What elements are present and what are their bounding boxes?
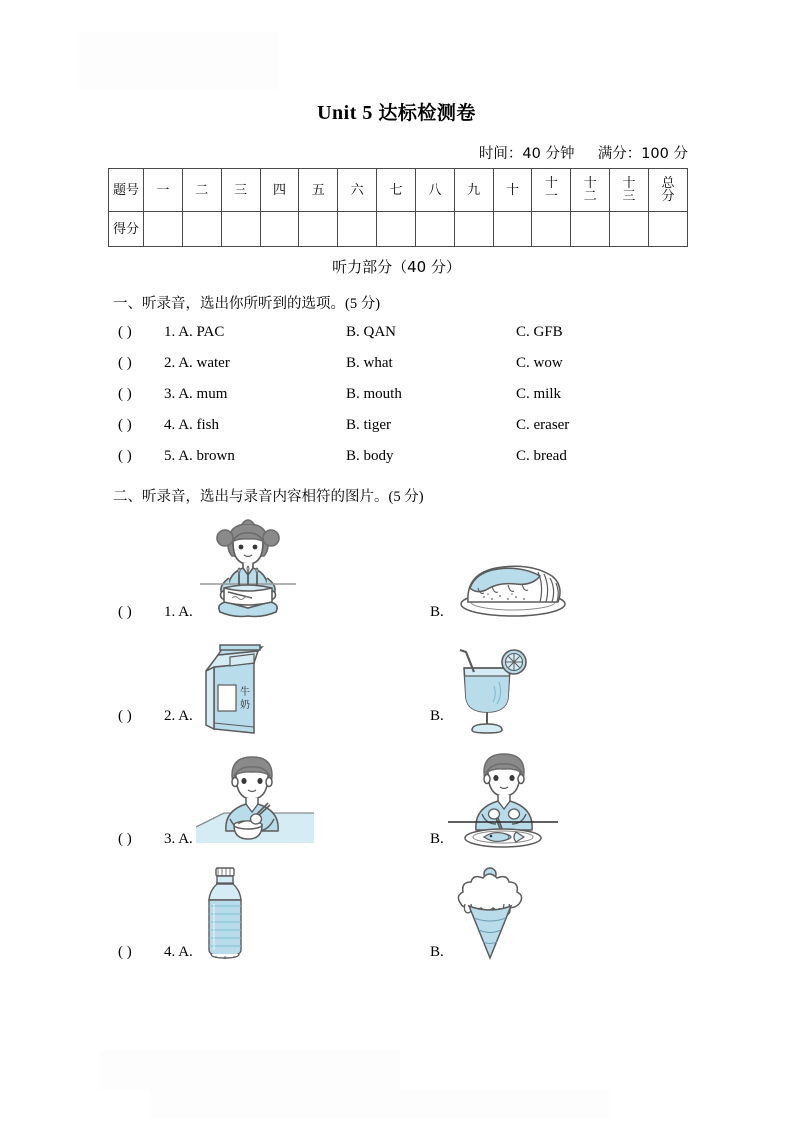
score-table-score-cell[interactable] [299, 212, 338, 247]
picture-question-3-label[interactable] [118, 831, 193, 848]
score-table-score-cell[interactable] [610, 212, 649, 247]
score-table-header-cell [571, 169, 610, 212]
score-table-header-top: 总 [661, 176, 675, 191]
score-table-header-top: 一 [156, 182, 170, 198]
page-title-cn: 达标检测卷 [378, 102, 476, 124]
question-one-heading-cn: 一、听录音，选出你所听到的选项。 [113, 296, 345, 312]
juice-glass-icon [444, 646, 530, 736]
score-table-score-cell[interactable] [532, 212, 571, 247]
table-row-question-numbers [109, 169, 688, 212]
question-one-points: (5 分) [345, 296, 381, 312]
list-item[interactable] [118, 417, 718, 434]
score-table-header-cell [454, 169, 493, 212]
question-one-heading [113, 292, 380, 313]
answer-bracket[interactable]: ( ) [118, 417, 132, 433]
answer-bracket[interactable]: ( ) [118, 324, 132, 340]
score-table-header-top: 三 [234, 182, 248, 198]
answer-bracket[interactable]: ( ) [118, 944, 132, 960]
score-table-header-top: 十 [544, 176, 558, 191]
choice-c[interactable]: C. eraser [516, 417, 570, 433]
answer-bracket[interactable]: ( ) [118, 708, 132, 724]
score-table-header-top: 八 [428, 182, 442, 198]
choice-a[interactable]: 5. A. brown [164, 448, 235, 464]
score-table-score-cell[interactable] [493, 212, 532, 247]
choice-c[interactable]: C. bread [516, 448, 567, 464]
score-table-score-cell[interactable] [338, 212, 377, 247]
score-table-score-cell[interactable] [648, 212, 687, 247]
picture-question-4-label[interactable] [118, 944, 193, 961]
full-score-label: 满分：100 分 [597, 146, 688, 162]
score-table-header-cell [260, 169, 299, 212]
ice-cream-cone-icon [447, 866, 533, 962]
score-table-score-cell[interactable] [454, 212, 493, 247]
score-table-score-cell[interactable] [415, 212, 454, 247]
list-item[interactable] [118, 448, 718, 465]
option-a-label[interactable]: A. [178, 604, 193, 620]
score-table-header-bottom: 二 [583, 189, 597, 204]
score-table-score-cell[interactable] [571, 212, 610, 247]
score-table-header-cell [299, 169, 338, 212]
picture-question-2-label[interactable] [118, 708, 193, 725]
answer-bracket[interactable]: ( ) [118, 386, 132, 402]
score-table-score-cell[interactable] [221, 212, 260, 247]
answer-bracket[interactable]: ( ) [118, 604, 132, 620]
choice-b[interactable]: B. QAN [346, 324, 397, 340]
score-table-header-cell [221, 169, 260, 212]
option-b-label[interactable]: B. [430, 604, 444, 620]
score-table-header-top: 十 [506, 182, 520, 198]
item-number: 1. [164, 604, 176, 620]
row-label-question-text: 题号 [112, 182, 139, 198]
choice-c[interactable]: C. GFB [516, 324, 563, 340]
score-table-row-label-question [109, 169, 144, 212]
question-two-points: (5 分) [388, 489, 424, 505]
answer-bracket[interactable]: ( ) [118, 831, 132, 847]
score-table [108, 168, 688, 247]
score-table-header-cell [377, 169, 416, 212]
milk-carton-icon [196, 645, 272, 737]
score-table-header-cell [182, 169, 221, 212]
score-table-header-cell [415, 169, 454, 212]
choice-b[interactable]: B. mouth [346, 386, 402, 402]
score-table-header-top: 九 [467, 182, 481, 198]
list-item[interactable] [118, 324, 718, 341]
score-table-header-bottom: 分 [661, 189, 675, 204]
item-number: 4. [164, 944, 176, 960]
option-a-label[interactable]: A. [178, 944, 193, 960]
score-table-score-cell[interactable] [377, 212, 416, 247]
question-two-heading [113, 485, 424, 506]
page-title [0, 98, 793, 125]
listening-section-banner: 听力部分（40 分） [332, 258, 461, 276]
score-table-header-bottom: 一 [544, 189, 558, 204]
scan-artifact-top [78, 32, 278, 90]
score-table-header-top: 五 [311, 182, 325, 198]
option-b-label[interactable]: B. [430, 708, 444, 724]
choice-b[interactable]: B. what [346, 355, 393, 371]
score-table-header-top: 七 [389, 182, 403, 198]
scan-artifact-bottom [150, 1090, 610, 1118]
item-number: 2. [164, 708, 176, 724]
choice-a[interactable]: 1. A. PAC [164, 324, 225, 340]
score-table-header-cell [493, 169, 532, 212]
question-two-heading-cn: 二、听录音，选出与录音内容相符的图片。 [113, 489, 389, 505]
picture-question-1-option-b-label[interactable] [430, 604, 444, 621]
score-table-header-bottom: 三 [622, 189, 636, 204]
picture-question-2-option-b-label[interactable] [430, 708, 444, 725]
score-table-header-cell [648, 169, 687, 212]
score-table-header-cell [338, 169, 377, 212]
bread-on-plate-icon [452, 552, 574, 622]
list-item[interactable] [118, 355, 718, 372]
girl-cutting-cake-icon [192, 512, 304, 624]
table-row-scores [109, 212, 688, 247]
water-bottle-icon [198, 866, 252, 960]
milk-carton-label-line1: 牛 [240, 687, 250, 698]
score-table-header-top: 四 [272, 182, 286, 198]
answer-bracket[interactable]: ( ) [118, 355, 132, 371]
milk-carton-label-line2: 奶 [240, 700, 250, 711]
option-b-label[interactable]: B. [430, 944, 444, 960]
score-table-header-top: 六 [350, 182, 364, 198]
boy-eating-fish-icon [444, 750, 562, 850]
score-table-header-cell [532, 169, 571, 212]
choice-b[interactable]: B. body [346, 448, 394, 464]
choice-a[interactable]: 4. A. fish [164, 417, 220, 433]
score-table-score-cell[interactable] [144, 212, 183, 247]
choice-a[interactable]: 3. A. mum [164, 386, 228, 402]
option-a-label[interactable]: A. [178, 831, 193, 847]
choice-a[interactable]: 2. A. water [164, 355, 230, 371]
score-table-row-label-score [109, 212, 144, 247]
scan-artifact-bottom-2 [100, 1050, 400, 1090]
score-table-header-cell [144, 169, 183, 212]
choice-b[interactable]: B. tiger [346, 417, 391, 433]
option-a-label[interactable]: A. [178, 708, 193, 724]
score-table-header-top: 二 [195, 182, 209, 198]
score-table-header-top: 十 [583, 176, 597, 191]
exam-meta [479, 142, 688, 163]
score-table-score-cell[interactable] [182, 212, 221, 247]
score-table-header-cell [610, 169, 649, 212]
answer-bracket[interactable]: ( ) [118, 448, 132, 464]
picture-question-4-option-b-label[interactable] [430, 944, 444, 961]
option-b-label[interactable]: B. [430, 831, 444, 847]
time-limit-label: 时间：40 分钟 [478, 146, 575, 162]
item-number: 3. [164, 831, 176, 847]
score-table-score-cell[interactable] [260, 212, 299, 247]
score-table-header-top: 十 [622, 176, 636, 191]
choice-c[interactable]: C. wow [516, 355, 563, 371]
choice-c[interactable]: C. milk [516, 386, 562, 402]
row-label-score-text: 得分 [112, 221, 139, 237]
picture-question-3-option-b-label[interactable] [430, 831, 444, 848]
list-item[interactable] [118, 386, 718, 403]
boy-eating-rice-icon [190, 753, 316, 849]
picture-question-1-label[interactable] [118, 604, 193, 621]
page-title-en: Unit 5 [317, 102, 373, 124]
